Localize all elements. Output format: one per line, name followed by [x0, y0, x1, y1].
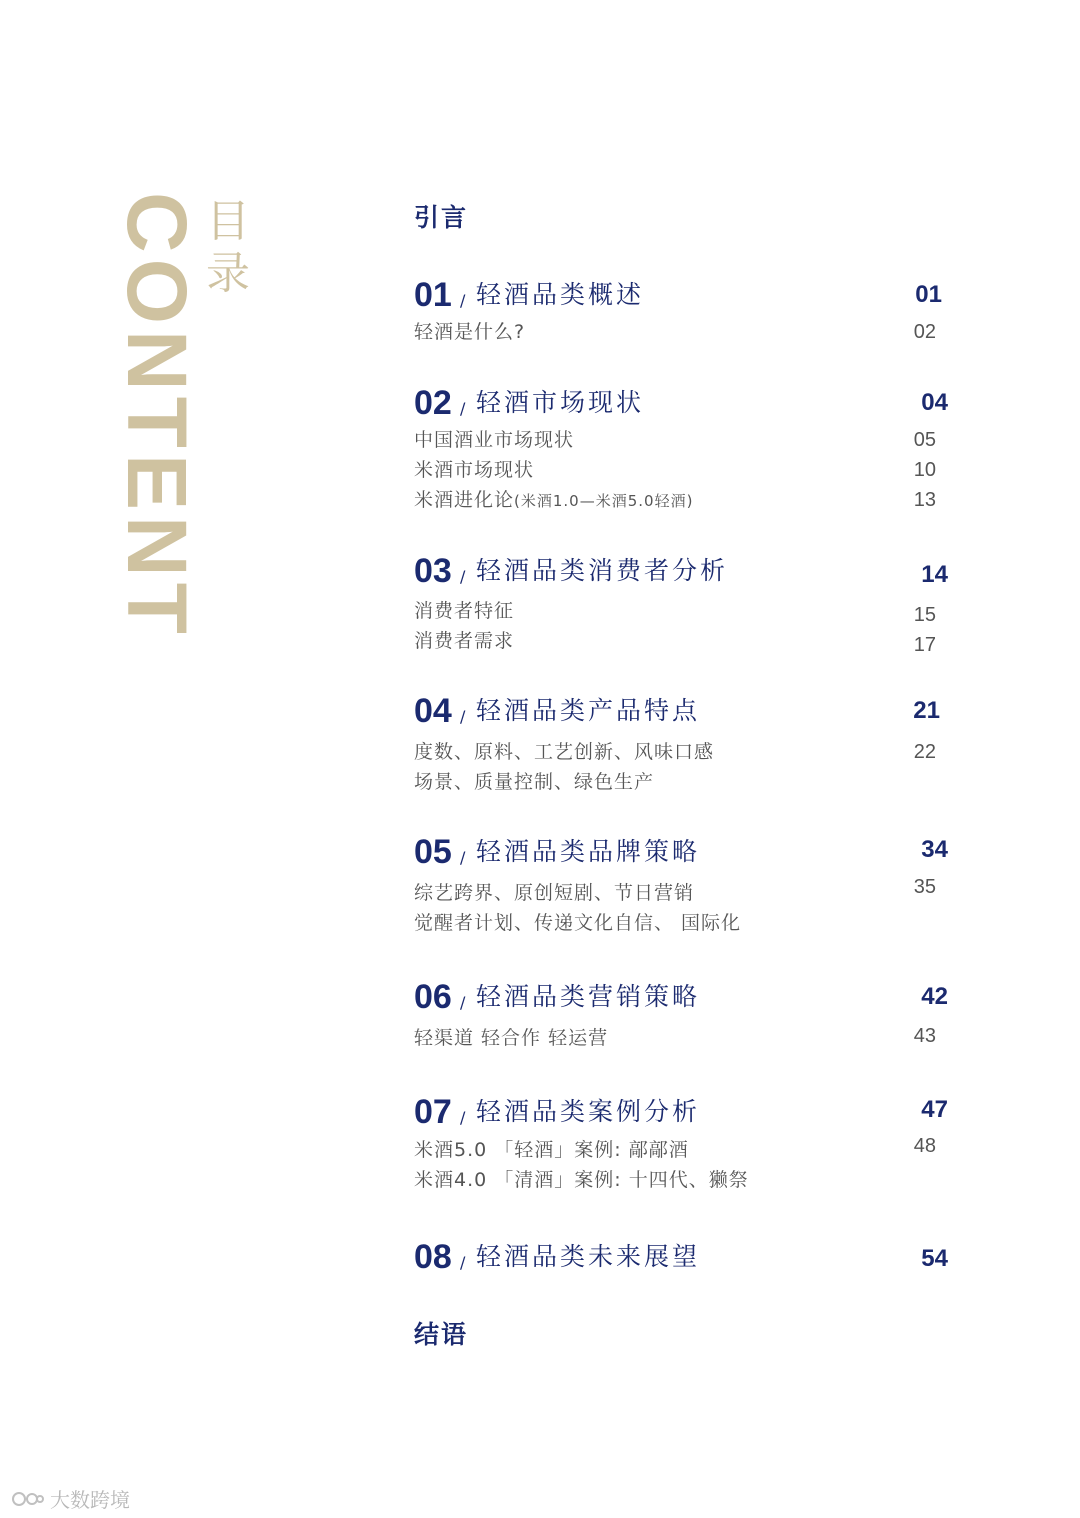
subsection-text: [414, 485, 693, 516]
subsection-page: 43: [913, 1025, 936, 1047]
section-title: 轻酒品类品牌策略: [476, 837, 701, 866]
section-title: 轻酒品类未来展望: [476, 1242, 701, 1271]
subsection-item[interactable]: [414, 626, 948, 656]
slash-separator: /: [460, 1253, 466, 1272]
slash-separator: /: [460, 993, 466, 1012]
subsection-text: 米酒4.0 「清酒」案例: 十四代、獭祭: [414, 1169, 749, 1191]
section-header[interactable]: [414, 691, 948, 731]
subsection-text: 觉醒者计划、传递文化自信、 国际化: [414, 912, 742, 934]
side-cn-char: 目: [206, 196, 250, 247]
section-page: 54: [921, 1245, 948, 1272]
logo-icon: [10, 1490, 44, 1508]
section-header[interactable]: [414, 1237, 948, 1277]
section-number: 08: [414, 1238, 452, 1276]
section-number: 06: [414, 978, 452, 1016]
subsection-text: 消费者特征: [414, 600, 515, 622]
subsection-item[interactable]: [414, 317, 948, 347]
section-header[interactable]: [414, 383, 948, 423]
toc-section-03[interactable]: [414, 551, 948, 656]
section-number: 07: [414, 1093, 452, 1131]
section-header[interactable]: [414, 977, 948, 1017]
subsection-item[interactable]: [414, 1165, 948, 1195]
subsection-text: 综艺跨界、原创短剧、节日营销: [414, 882, 695, 904]
subsection-page: 02: [913, 321, 936, 343]
section-number: 04: [414, 692, 452, 730]
section-title: 轻酒市场现状: [476, 388, 645, 417]
toc-section-04[interactable]: [414, 691, 948, 797]
subsection-item[interactable]: [414, 425, 948, 455]
section-page: 42: [921, 983, 948, 1010]
subsection-page: 17: [913, 634, 936, 656]
slash-separator: /: [460, 399, 466, 418]
subsection-item[interactable]: [414, 485, 948, 515]
subsection-text: 消费者需求: [414, 630, 515, 652]
subsection-note: (米酒1.0—米酒5.0轻酒): [514, 492, 694, 510]
toc-section-07[interactable]: [414, 1092, 948, 1195]
section-page: 47: [921, 1096, 948, 1123]
subsection-text: 米酒市场现状: [414, 459, 535, 481]
section-header[interactable]: [414, 275, 948, 315]
subsection-item[interactable]: [414, 1135, 948, 1165]
watermark: [10, 1484, 130, 1513]
section-title: 轻酒品类案例分析: [476, 1097, 701, 1126]
subsection-text: 轻酒是什么?: [414, 321, 526, 343]
subsection-text: 场景、质量控制、绿色生产: [414, 771, 655, 793]
subsection-page: 05: [913, 429, 936, 451]
subsection-item[interactable]: [414, 767, 948, 797]
subsection-item[interactable]: [414, 737, 948, 767]
section-number: 03: [414, 552, 452, 590]
section-page: 21: [913, 697, 940, 724]
section-number: 05: [414, 833, 452, 871]
subsection-item[interactable]: [414, 1023, 948, 1053]
subsection-page: 35: [913, 876, 936, 898]
slash-separator: /: [460, 848, 466, 867]
subsection-page: 10: [913, 459, 936, 481]
toc-section-06[interactable]: [414, 977, 948, 1053]
section-page: 34: [921, 836, 948, 863]
section-title: 轻酒品类产品特点: [476, 696, 701, 725]
section-page: 04: [921, 389, 948, 416]
side-cn-char: 录: [206, 248, 250, 299]
toc-section-02[interactable]: [414, 383, 948, 515]
section-page: 01: [915, 281, 942, 308]
side-title-content: CONTENT: [110, 192, 204, 640]
subsection-page: 15: [913, 604, 936, 626]
toc-section-08[interactable]: [414, 1237, 948, 1277]
subsection-item[interactable]: [414, 908, 948, 938]
subsection-page: 22: [913, 741, 936, 763]
toc-section-01[interactable]: [414, 275, 948, 347]
conclusion-heading[interactable]: 结语: [414, 1320, 469, 1349]
subsection-text: 中国酒业市场现状: [414, 429, 575, 451]
section-title: 轻酒品类营销策略: [476, 982, 701, 1011]
subsection-text: 度数、原料、工艺创新、风味口感: [414, 741, 715, 763]
subsection-page: 13: [913, 489, 936, 511]
subsection-page: 48: [913, 1135, 936, 1157]
toc-section-05[interactable]: [414, 832, 948, 938]
slash-separator: /: [460, 1108, 466, 1127]
subsection-main: 米酒进化论: [414, 489, 515, 511]
slash-separator: /: [460, 707, 466, 726]
subsection-item[interactable]: [414, 596, 948, 626]
section-header[interactable]: [414, 1092, 948, 1132]
section-title: 轻酒品类消费者分析: [476, 556, 729, 585]
section-header[interactable]: [414, 832, 948, 872]
section-title: 轻酒品类概述: [476, 280, 645, 309]
slash-separator: /: [460, 291, 466, 310]
watermark-text: 大数跨境: [50, 1488, 130, 1512]
section-page: 14: [921, 561, 948, 588]
subsection-text: 轻渠道 轻合作 轻运营: [414, 1027, 609, 1049]
subsection-item[interactable]: [414, 455, 948, 485]
side-title-cn: [206, 196, 262, 300]
section-header[interactable]: [414, 551, 948, 591]
intro-heading[interactable]: 引言: [414, 203, 469, 232]
subsection-text: 米酒5.0 「轻酒」案例: 鄗鄗酒: [414, 1139, 689, 1161]
subsection-item[interactable]: [414, 878, 948, 908]
section-number: 01: [414, 276, 452, 314]
slash-separator: /: [460, 567, 466, 586]
section-number: 02: [414, 384, 452, 422]
